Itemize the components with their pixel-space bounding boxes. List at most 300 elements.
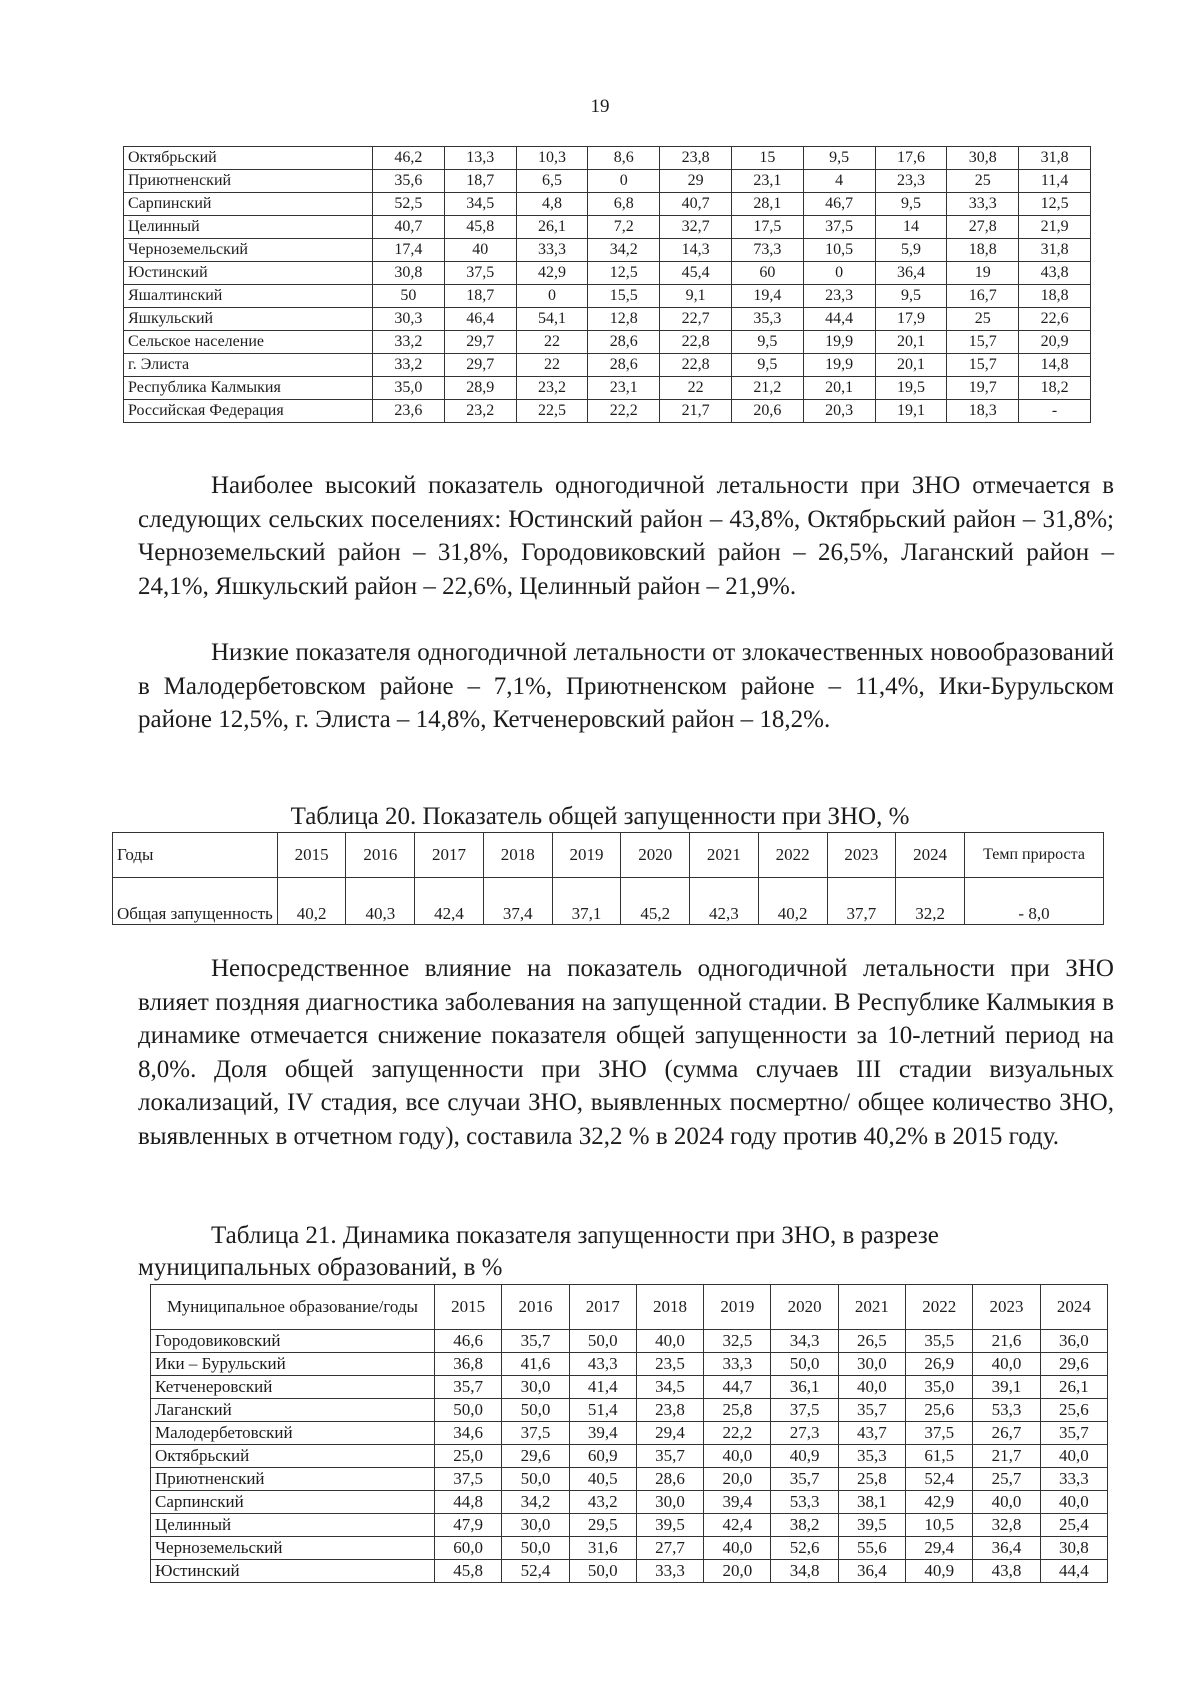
table-cell: 37,4 (483, 878, 552, 925)
table-cell: 30,8 (373, 262, 445, 285)
table-cell: 18,8 (947, 239, 1019, 262)
table-cell: 28,1 (731, 193, 803, 216)
table-cell: 0 (588, 170, 660, 193)
table-cell: 46,4 (444, 308, 516, 331)
table-cell: 40,7 (660, 193, 732, 216)
table-cell: 42,9 (906, 1491, 973, 1514)
table-cell: 39,5 (838, 1514, 905, 1537)
table-cell: 61,5 (906, 1445, 973, 1468)
table-row (124, 331, 1091, 354)
table-row (124, 170, 1091, 193)
table-cell: 5,9 (875, 239, 947, 262)
table-cell: 19,9 (803, 331, 875, 354)
table-row (124, 377, 1091, 400)
table-cell: 10,3 (516, 147, 588, 170)
growth-value: - 8,0 (965, 878, 1104, 925)
table-cell: 9,1 (660, 285, 732, 308)
year-header: 2022 (758, 833, 827, 878)
table-cell: 37,5 (435, 1468, 502, 1491)
table-cell: 31,6 (569, 1537, 636, 1560)
table-cell: 50,0 (502, 1399, 569, 1422)
table-cell: 22,5 (516, 400, 588, 423)
table-cell: 32,5 (704, 1330, 771, 1353)
table-header-row (151, 1285, 1108, 1330)
table-cell: 52,5 (373, 193, 445, 216)
table-cell: 50,0 (502, 1468, 569, 1491)
table-cell: 23,1 (731, 170, 803, 193)
table-cell: 30,0 (636, 1491, 703, 1514)
row-name: Ики – Бурульский (151, 1353, 435, 1376)
table-cell: 22 (516, 331, 588, 354)
table-cell: 54,1 (516, 308, 588, 331)
table-cell: 37,7 (827, 878, 896, 925)
row-name: Российская Федерация (124, 400, 373, 423)
row-name: Сельское население (124, 331, 373, 354)
table-cell: 25,0 (435, 1445, 502, 1468)
table-cell: 40,0 (973, 1491, 1040, 1514)
table-cell: 35,7 (1040, 1422, 1107, 1445)
table-cell: 40,7 (373, 216, 445, 239)
table-cell: 46,2 (373, 147, 445, 170)
year-header: 2023 (973, 1285, 1040, 1330)
table-cell: 40 (444, 239, 516, 262)
table-cell: 37,5 (803, 216, 875, 239)
row-name: Черноземельский (151, 1537, 435, 1560)
table-cell: 40,5 (569, 1468, 636, 1491)
table-cell: 52,6 (771, 1537, 838, 1560)
table-cell: 39,1 (973, 1376, 1040, 1399)
table-cell: 36,0 (1040, 1330, 1107, 1353)
table-row (124, 147, 1091, 170)
table-cell: 25,8 (704, 1399, 771, 1422)
year-header: 2015 (277, 833, 346, 878)
table-cell: 23,1 (588, 377, 660, 400)
table-cell: 23,3 (875, 170, 947, 193)
table-cell: 8,6 (588, 147, 660, 170)
table-cell: 32,2 (896, 878, 965, 925)
table-cell: 9,5 (731, 331, 803, 354)
table-cell: 36,8 (435, 1353, 502, 1376)
table21-neglect-by-municipality (150, 1284, 1108, 1583)
table-cell: 17,9 (875, 308, 947, 331)
table-cell: 19,5 (875, 377, 947, 400)
table-cell: 40,0 (704, 1537, 771, 1560)
table-cell: 50,0 (771, 1353, 838, 1376)
table-cell: 42,9 (516, 262, 588, 285)
table-cell: 14,3 (660, 239, 732, 262)
table-cell: 33,3 (704, 1353, 771, 1376)
table-cell: 33,3 (636, 1560, 703, 1583)
table-cell: 37,5 (906, 1422, 973, 1445)
table-cell: 15 (731, 147, 803, 170)
table-cell: 37,5 (502, 1422, 569, 1445)
table-cell: 30,0 (502, 1514, 569, 1537)
table-cell: 41,6 (502, 1353, 569, 1376)
table-cell: 43,8 (973, 1560, 1040, 1583)
table-cell: 53,3 (771, 1491, 838, 1514)
table-row (151, 1468, 1108, 1491)
table-row (124, 285, 1091, 308)
table-cell: 32,7 (660, 216, 732, 239)
table-cell: 30,8 (947, 147, 1019, 170)
table-cell: 40,0 (1040, 1445, 1107, 1468)
table-cell: 34,8 (771, 1560, 838, 1583)
table-cell: 20,1 (875, 354, 947, 377)
table-cell: 35,6 (373, 170, 445, 193)
table20-caption: Таблица 20. Показатель общей запущенности при ЗНО, % (290, 803, 910, 830)
table-cell: 34,5 (636, 1376, 703, 1399)
table-row (124, 262, 1091, 285)
year-header: 2021 (838, 1285, 905, 1330)
table-cell: 21,6 (973, 1330, 1040, 1353)
table-cell: 19,9 (803, 354, 875, 377)
table-cell: 46,6 (435, 1330, 502, 1353)
table-cell: 45,4 (660, 262, 732, 285)
table-cell: - (1019, 400, 1091, 423)
table-row (151, 1491, 1108, 1514)
table-cell: 12,5 (588, 262, 660, 285)
table-cell: 33,3 (1040, 1468, 1107, 1491)
table-cell: 23,5 (636, 1353, 703, 1376)
table-cell: 29 (660, 170, 732, 193)
table-cell: 17,5 (731, 216, 803, 239)
table-cell: 35,0 (373, 377, 445, 400)
table-cell: 0 (516, 285, 588, 308)
table-cell: 28,6 (636, 1468, 703, 1491)
table-cell: 25,6 (1040, 1399, 1107, 1422)
table-cell: 17,4 (373, 239, 445, 262)
row-name: Лаганский (151, 1399, 435, 1422)
table-cell: 47,9 (435, 1514, 502, 1537)
table-row (151, 1560, 1108, 1583)
table-cell: 22,6 (1019, 308, 1091, 331)
row-name: Октябрьский (151, 1445, 435, 1468)
row-name: Октябрьский (124, 147, 373, 170)
table-cell: 7,2 (588, 216, 660, 239)
table-cell: 52,4 (906, 1468, 973, 1491)
table-cell: 18,8 (1019, 285, 1091, 308)
table-row (151, 1514, 1108, 1537)
table-row (151, 1422, 1108, 1445)
table-cell: 22,8 (660, 331, 732, 354)
table-cell: 29,6 (1040, 1353, 1107, 1376)
year-header: 2018 (636, 1285, 703, 1330)
row-name: Приютненский (124, 170, 373, 193)
year-header: 2022 (906, 1285, 973, 1330)
row-label: Общая запущенность (113, 878, 278, 925)
table-cell: 33,3 (947, 193, 1019, 216)
table-cell: 26,1 (516, 216, 588, 239)
table-cell: 19,4 (731, 285, 803, 308)
table-row (113, 878, 1104, 925)
table-row (124, 216, 1091, 239)
paragraph-low-mortality: Низкие показателя одногодичной летальности от злокачественных новообразований в Малодербетовском районе – 7,1%, Приютненском районе – 11,4%, Ики-Бурульском районе 12,5%, г. Элиста – 14,8%, Кетченеровский район – 18,2%. (138, 639, 1114, 733)
table-cell: 18,2 (1019, 377, 1091, 400)
table-cell: 15,7 (947, 354, 1019, 377)
table-cell: 26,9 (906, 1353, 973, 1376)
table-cell: 34,5 (444, 193, 516, 216)
table-cell: 45,8 (444, 216, 516, 239)
table-cell: 25,6 (906, 1399, 973, 1422)
table-cell: 0 (803, 262, 875, 285)
table-cell: 31,8 (1019, 239, 1091, 262)
table-cell: 25,8 (838, 1468, 905, 1491)
table-cell: 34,2 (502, 1491, 569, 1514)
table-cell: 35,7 (771, 1468, 838, 1491)
table-cell: 43,2 (569, 1491, 636, 1514)
row-name: Целинный (151, 1514, 435, 1537)
table-cell: 22,8 (660, 354, 732, 377)
table-cell: 23,3 (803, 285, 875, 308)
table-cell: 23,2 (444, 400, 516, 423)
table-cell: 33,2 (373, 331, 445, 354)
table-cell: 29,7 (444, 354, 516, 377)
table-row (124, 308, 1091, 331)
municipality-header: Муниципальное образование/годы (151, 1285, 435, 1330)
table-cell: 33,2 (373, 354, 445, 377)
table-cell: 13,3 (444, 147, 516, 170)
table-cell: 29,7 (444, 331, 516, 354)
table-cell: 22,7 (660, 308, 732, 331)
table-row (151, 1399, 1108, 1422)
table-row (151, 1537, 1108, 1560)
table-cell: 40,9 (771, 1445, 838, 1468)
table-cell: 23,2 (516, 377, 588, 400)
table-row (151, 1353, 1108, 1376)
table-cell: 9,5 (875, 285, 947, 308)
table-cell: 29,4 (636, 1422, 703, 1445)
table-cell: 35,5 (906, 1330, 973, 1353)
table-cell: 27,8 (947, 216, 1019, 239)
table-cell: 17,6 (875, 147, 947, 170)
row-name: Юстинский (124, 262, 373, 285)
table-cell: 44,8 (435, 1491, 502, 1514)
table-cell: 18,7 (444, 285, 516, 308)
year-header: 2024 (896, 833, 965, 878)
table-cell: 16,7 (947, 285, 1019, 308)
table-cell: 4 (803, 170, 875, 193)
table-cell: 19,1 (875, 400, 947, 423)
table-cell: 23,8 (660, 147, 732, 170)
table-cell: 34,2 (588, 239, 660, 262)
table-cell: 25 (947, 308, 1019, 331)
table-row (124, 354, 1091, 377)
table-row (124, 400, 1091, 423)
table-cell: 45,2 (621, 878, 690, 925)
table-cell: 39,4 (569, 1422, 636, 1445)
table-cell: 12,8 (588, 308, 660, 331)
table-cell: 32,8 (973, 1514, 1040, 1537)
year-header: 2024 (1040, 1285, 1107, 1330)
table-cell: 20,9 (1019, 331, 1091, 354)
row-name: Сарпинский (124, 193, 373, 216)
table-cell: 38,2 (771, 1514, 838, 1537)
row-name: Кетченеровский (151, 1376, 435, 1399)
table-cell: 19,7 (947, 377, 1019, 400)
row-name: Яшалтинский (124, 285, 373, 308)
table-row (124, 193, 1091, 216)
page-number: 19 (590, 96, 610, 117)
year-header: 2015 (435, 1285, 502, 1330)
table-cell: 18,3 (947, 400, 1019, 423)
table-cell: 73,3 (731, 239, 803, 262)
table-row (151, 1445, 1108, 1468)
table-cell: 6,8 (588, 193, 660, 216)
table-cell: 23,8 (636, 1399, 703, 1422)
table-cell: 25,4 (1040, 1514, 1107, 1537)
table-cell: 35,7 (636, 1445, 703, 1468)
table-cell: 35,3 (731, 308, 803, 331)
table-cell: 42,4 (415, 878, 484, 925)
table-cell: 40,0 (838, 1376, 905, 1399)
table-cell: 50,0 (569, 1560, 636, 1583)
table-cell: 29,4 (906, 1537, 973, 1560)
table-cell: 45,8 (435, 1560, 502, 1583)
table-cell: 34,3 (771, 1330, 838, 1353)
table-cell: 10,5 (906, 1514, 973, 1537)
table-cell: 29,6 (502, 1445, 569, 1468)
table-cell: 42,3 (690, 878, 759, 925)
table-cell: 40,2 (758, 878, 827, 925)
year-header: 2017 (415, 833, 484, 878)
table-cell: 37,1 (552, 878, 621, 925)
table-cell: 9,5 (875, 193, 947, 216)
table-cell: 39,4 (704, 1491, 771, 1514)
table-cell: 14 (875, 216, 947, 239)
table-cell: 36,4 (973, 1537, 1040, 1560)
table-cell: 20,3 (803, 400, 875, 423)
table-cell: 22 (660, 377, 732, 400)
table-cell: 42,4 (704, 1514, 771, 1537)
table-cell: 40,2 (277, 878, 346, 925)
row-name: Республика Калмыкия (124, 377, 373, 400)
table-cell: 9,5 (731, 354, 803, 377)
table-row (151, 1330, 1108, 1353)
table-cell: 34,6 (435, 1422, 502, 1445)
table-cell: 25 (947, 170, 1019, 193)
table-cell: 26,5 (838, 1330, 905, 1353)
table-cell: 26,7 (973, 1422, 1040, 1445)
table-cell: 26,1 (1040, 1376, 1107, 1399)
table-cell: 19 (947, 262, 1019, 285)
table-cell: 9,5 (803, 147, 875, 170)
table-cell: 30,0 (502, 1376, 569, 1399)
table-cell: 43,3 (569, 1353, 636, 1376)
table-cell: 11,4 (1019, 170, 1091, 193)
table-cell: 4,8 (516, 193, 588, 216)
table-cell: 43,7 (838, 1422, 905, 1445)
table-cell: 25,7 (973, 1468, 1040, 1491)
row-name: Сарпинский (151, 1491, 435, 1514)
table-cell: 51,4 (569, 1399, 636, 1422)
table-cell: 50,0 (569, 1330, 636, 1353)
table21-caption-line1: Таблица 21. Динамика показателя запущенности при ЗНО, в разрезе (211, 1222, 939, 1249)
table-cell: 14,8 (1019, 354, 1091, 377)
table-cell: 18,7 (444, 170, 516, 193)
table-cell: 35,7 (502, 1330, 569, 1353)
table-cell: 46,7 (803, 193, 875, 216)
table-cell: 10,5 (803, 239, 875, 262)
table-cell: 55,6 (838, 1537, 905, 1560)
table-cell: 53,3 (973, 1399, 1040, 1422)
table-cell: 20,6 (731, 400, 803, 423)
table-cell: 28,6 (588, 354, 660, 377)
table-cell: 36,1 (771, 1376, 838, 1399)
table-cell: 40,0 (1040, 1491, 1107, 1514)
years-header: Годы (113, 833, 278, 878)
table-cell: 50 (373, 285, 445, 308)
table-cell: 21,9 (1019, 216, 1091, 239)
table-cell: 44,7 (704, 1376, 771, 1399)
table-cell: 22,2 (588, 400, 660, 423)
table-cell: 35,0 (906, 1376, 973, 1399)
growth-header: Темп прироста (965, 833, 1104, 878)
table-cell: 21,7 (660, 400, 732, 423)
table-cell: 60,9 (569, 1445, 636, 1468)
table-cell: 20,1 (803, 377, 875, 400)
year-header: 2018 (483, 833, 552, 878)
table-cell: 23,6 (373, 400, 445, 423)
year-header: 2023 (827, 833, 896, 878)
mortality-table-continuation (123, 146, 1091, 423)
table-cell: 21,7 (973, 1445, 1040, 1468)
table-cell: 41,4 (569, 1376, 636, 1399)
table-cell: 30,8 (1040, 1537, 1107, 1560)
table-cell: 21,2 (731, 377, 803, 400)
paragraph-high-mortality: Наиболее высокий показатель одногодичной летальности при ЗНО отмечается в следующих сельских поселениях: Юстинский район – 43,8%, Октябрьский район – 31,8%; Черноземельский район – 31,8%, Городовиковский район – 26,5%, Лаганский район – 24,1%, Яшкульский район – 22,6%, Целинный район – 21,9%. (138, 472, 1114, 600)
table-cell: 50,0 (435, 1399, 502, 1422)
table-cell: 50,0 (502, 1537, 569, 1560)
table-cell: 60 (731, 262, 803, 285)
row-name: Черноземельский (124, 239, 373, 262)
table-cell: 27,3 (771, 1422, 838, 1445)
table-cell: 22,2 (704, 1422, 771, 1445)
table-cell: 28,9 (444, 377, 516, 400)
row-name: Целинный (124, 216, 373, 239)
table-cell: 37,5 (771, 1399, 838, 1422)
table-cell: 36,4 (838, 1560, 905, 1583)
table-cell: 31,8 (1019, 147, 1091, 170)
year-header: 2020 (621, 833, 690, 878)
table-cell: 40,0 (636, 1330, 703, 1353)
table-cell: 33,3 (516, 239, 588, 262)
year-header: 2017 (569, 1285, 636, 1330)
table-cell: 44,4 (1040, 1560, 1107, 1583)
table-cell: 29,5 (569, 1514, 636, 1537)
year-header: 2019 (552, 833, 621, 878)
table-cell: 35,7 (838, 1399, 905, 1422)
row-name: Юстинский (151, 1560, 435, 1583)
year-header: 2016 (502, 1285, 569, 1330)
table-cell: 39,5 (636, 1514, 703, 1537)
table-cell: 28,6 (588, 331, 660, 354)
table-cell: 27,7 (636, 1537, 703, 1560)
table-cell: 40,0 (704, 1445, 771, 1468)
row-name: Приютненский (151, 1468, 435, 1491)
row-name: г. Элиста (124, 354, 373, 377)
table-cell: 44,4 (803, 308, 875, 331)
table-cell: 43,8 (1019, 262, 1091, 285)
table-cell: 20,0 (704, 1468, 771, 1491)
table-cell: 20,1 (875, 331, 947, 354)
table-cell: 15,5 (588, 285, 660, 308)
table-cell: 30,3 (373, 308, 445, 331)
table21-caption-line2: муниципальных образований, в % (138, 1254, 503, 1281)
row-name: Яшкульский (124, 308, 373, 331)
table21-caption (138, 1220, 1098, 1284)
table-cell: 30,0 (838, 1353, 905, 1376)
table-cell: 12,5 (1019, 193, 1091, 216)
